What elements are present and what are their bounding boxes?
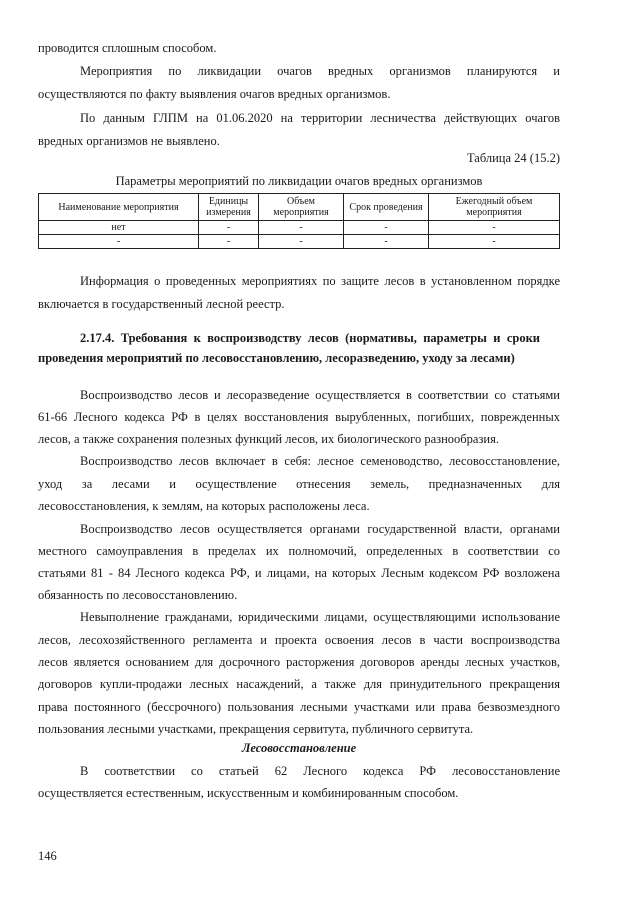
table-cell: - xyxy=(199,235,259,249)
text-line: Воспроизводство лесов и лесоразведение осуществляется в соответствии со статьями xyxy=(80,388,560,402)
text-line: осуществляются по факту выявления очагов вредных организмов. xyxy=(38,87,391,101)
text-line: 61-66 Лесного кодекса РФ в целях восстановления вырубленных, погибших, поврежденных xyxy=(38,410,560,424)
table-cell: - xyxy=(429,221,560,235)
text-line: Воспроизводство лесов осуществляется органами государственной власти, органами xyxy=(80,522,560,536)
table-cell: - xyxy=(259,235,344,249)
table-header-row xyxy=(39,194,560,221)
text-line: В соответствии со статьей 62 Лесного кодекса РФ лесовосстановление xyxy=(80,764,560,778)
text-line: вредных организмов не выявлено. xyxy=(38,134,220,148)
table-cell: - xyxy=(259,221,344,235)
table-cell: - xyxy=(344,235,429,249)
table-cell: нет xyxy=(39,221,199,235)
text-line: лесов, лесохозяйственного регламента и проекта освоения лесов в части воспроизводства xyxy=(38,633,560,647)
section-heading: 2.17.4. Требования к воспроизводству лесов (нормативы, параметры и сроки xyxy=(80,331,540,345)
text-line: уход за лесами и осуществление отнесения земель, предназначенных для xyxy=(38,477,560,491)
subheading: Лесовосстановление xyxy=(241,741,357,755)
text-line: осуществляется естественным, искусственным и комбинированным способом. xyxy=(38,786,459,800)
text-line: права постоянного (бессрочного) пользования лесными участками или права безвозмездного xyxy=(38,700,560,714)
table-cell: - xyxy=(39,235,199,249)
table-row xyxy=(39,235,560,249)
page-number: 146 xyxy=(38,849,57,863)
column-header: Объем мероприятия xyxy=(259,194,344,221)
table-cell: - xyxy=(429,235,560,249)
column-header: Срок проведения xyxy=(344,194,429,221)
text-line: проводится сплошным способом. xyxy=(38,41,217,55)
text-line: Воспроизводство лесов включает в себя: лесное семеноводство, лесовосстановление, xyxy=(80,454,560,468)
text-line: лесовосстановления, к землям, на которых расположены леса. xyxy=(38,499,370,513)
text-line: обязанность по лесовосстановлению. xyxy=(38,588,238,602)
text-line: лесов является основанием для досрочного расторжения договоров аренды лесных участков, xyxy=(38,655,560,669)
text-line: По данным ГЛПМ на 01.06.2020 на территории лесничества действующих очагов xyxy=(80,111,560,125)
text-line: местного самоуправления в пределах их полномочий, определенных в соответствии со xyxy=(38,544,560,558)
text-line: пользования лесными участками, прекращения сервитута, публичного сервитута. xyxy=(38,722,474,736)
text-line: договоров купли-продажи лесных насаждений, а также для принудительного прекращения xyxy=(38,677,560,691)
table-title: Параметры мероприятий по ликвидации очагов вредных организмов xyxy=(115,174,483,188)
text-line: Мероприятия по ликвидации очагов вредных организмов планируются и xyxy=(80,64,560,78)
column-header: Единицы измерения xyxy=(199,194,259,221)
section-heading: проведения мероприятий по лесовосстановлению, лесоразведению, уходу за лесами) xyxy=(38,351,515,365)
parameters-table xyxy=(38,193,560,249)
text-line: лесов, а также сохранения полезных функций лесов, их биологического разнообразия. xyxy=(38,432,499,446)
text-line: включается в государственный лесной реестр. xyxy=(38,297,285,311)
table-cell: - xyxy=(344,221,429,235)
column-header: Наименование мероприятия xyxy=(39,194,199,221)
text-line: статьями 81 - 84 Лесного кодекса РФ, и лицами, на которых Лесным кодексом РФ возложена xyxy=(38,566,560,580)
column-header: Ежегодный объем мероприятия xyxy=(429,194,560,221)
table-cell: - xyxy=(199,221,259,235)
table-row xyxy=(39,221,560,235)
text-line: Невыполнение гражданами, юридическими лицами, осуществляющими использование xyxy=(80,610,560,624)
table-number: Таблица 24 (15.2) xyxy=(466,151,560,165)
text-line: Информация о проведенных мероприятиях по защите лесов в установленном порядке xyxy=(80,274,560,288)
